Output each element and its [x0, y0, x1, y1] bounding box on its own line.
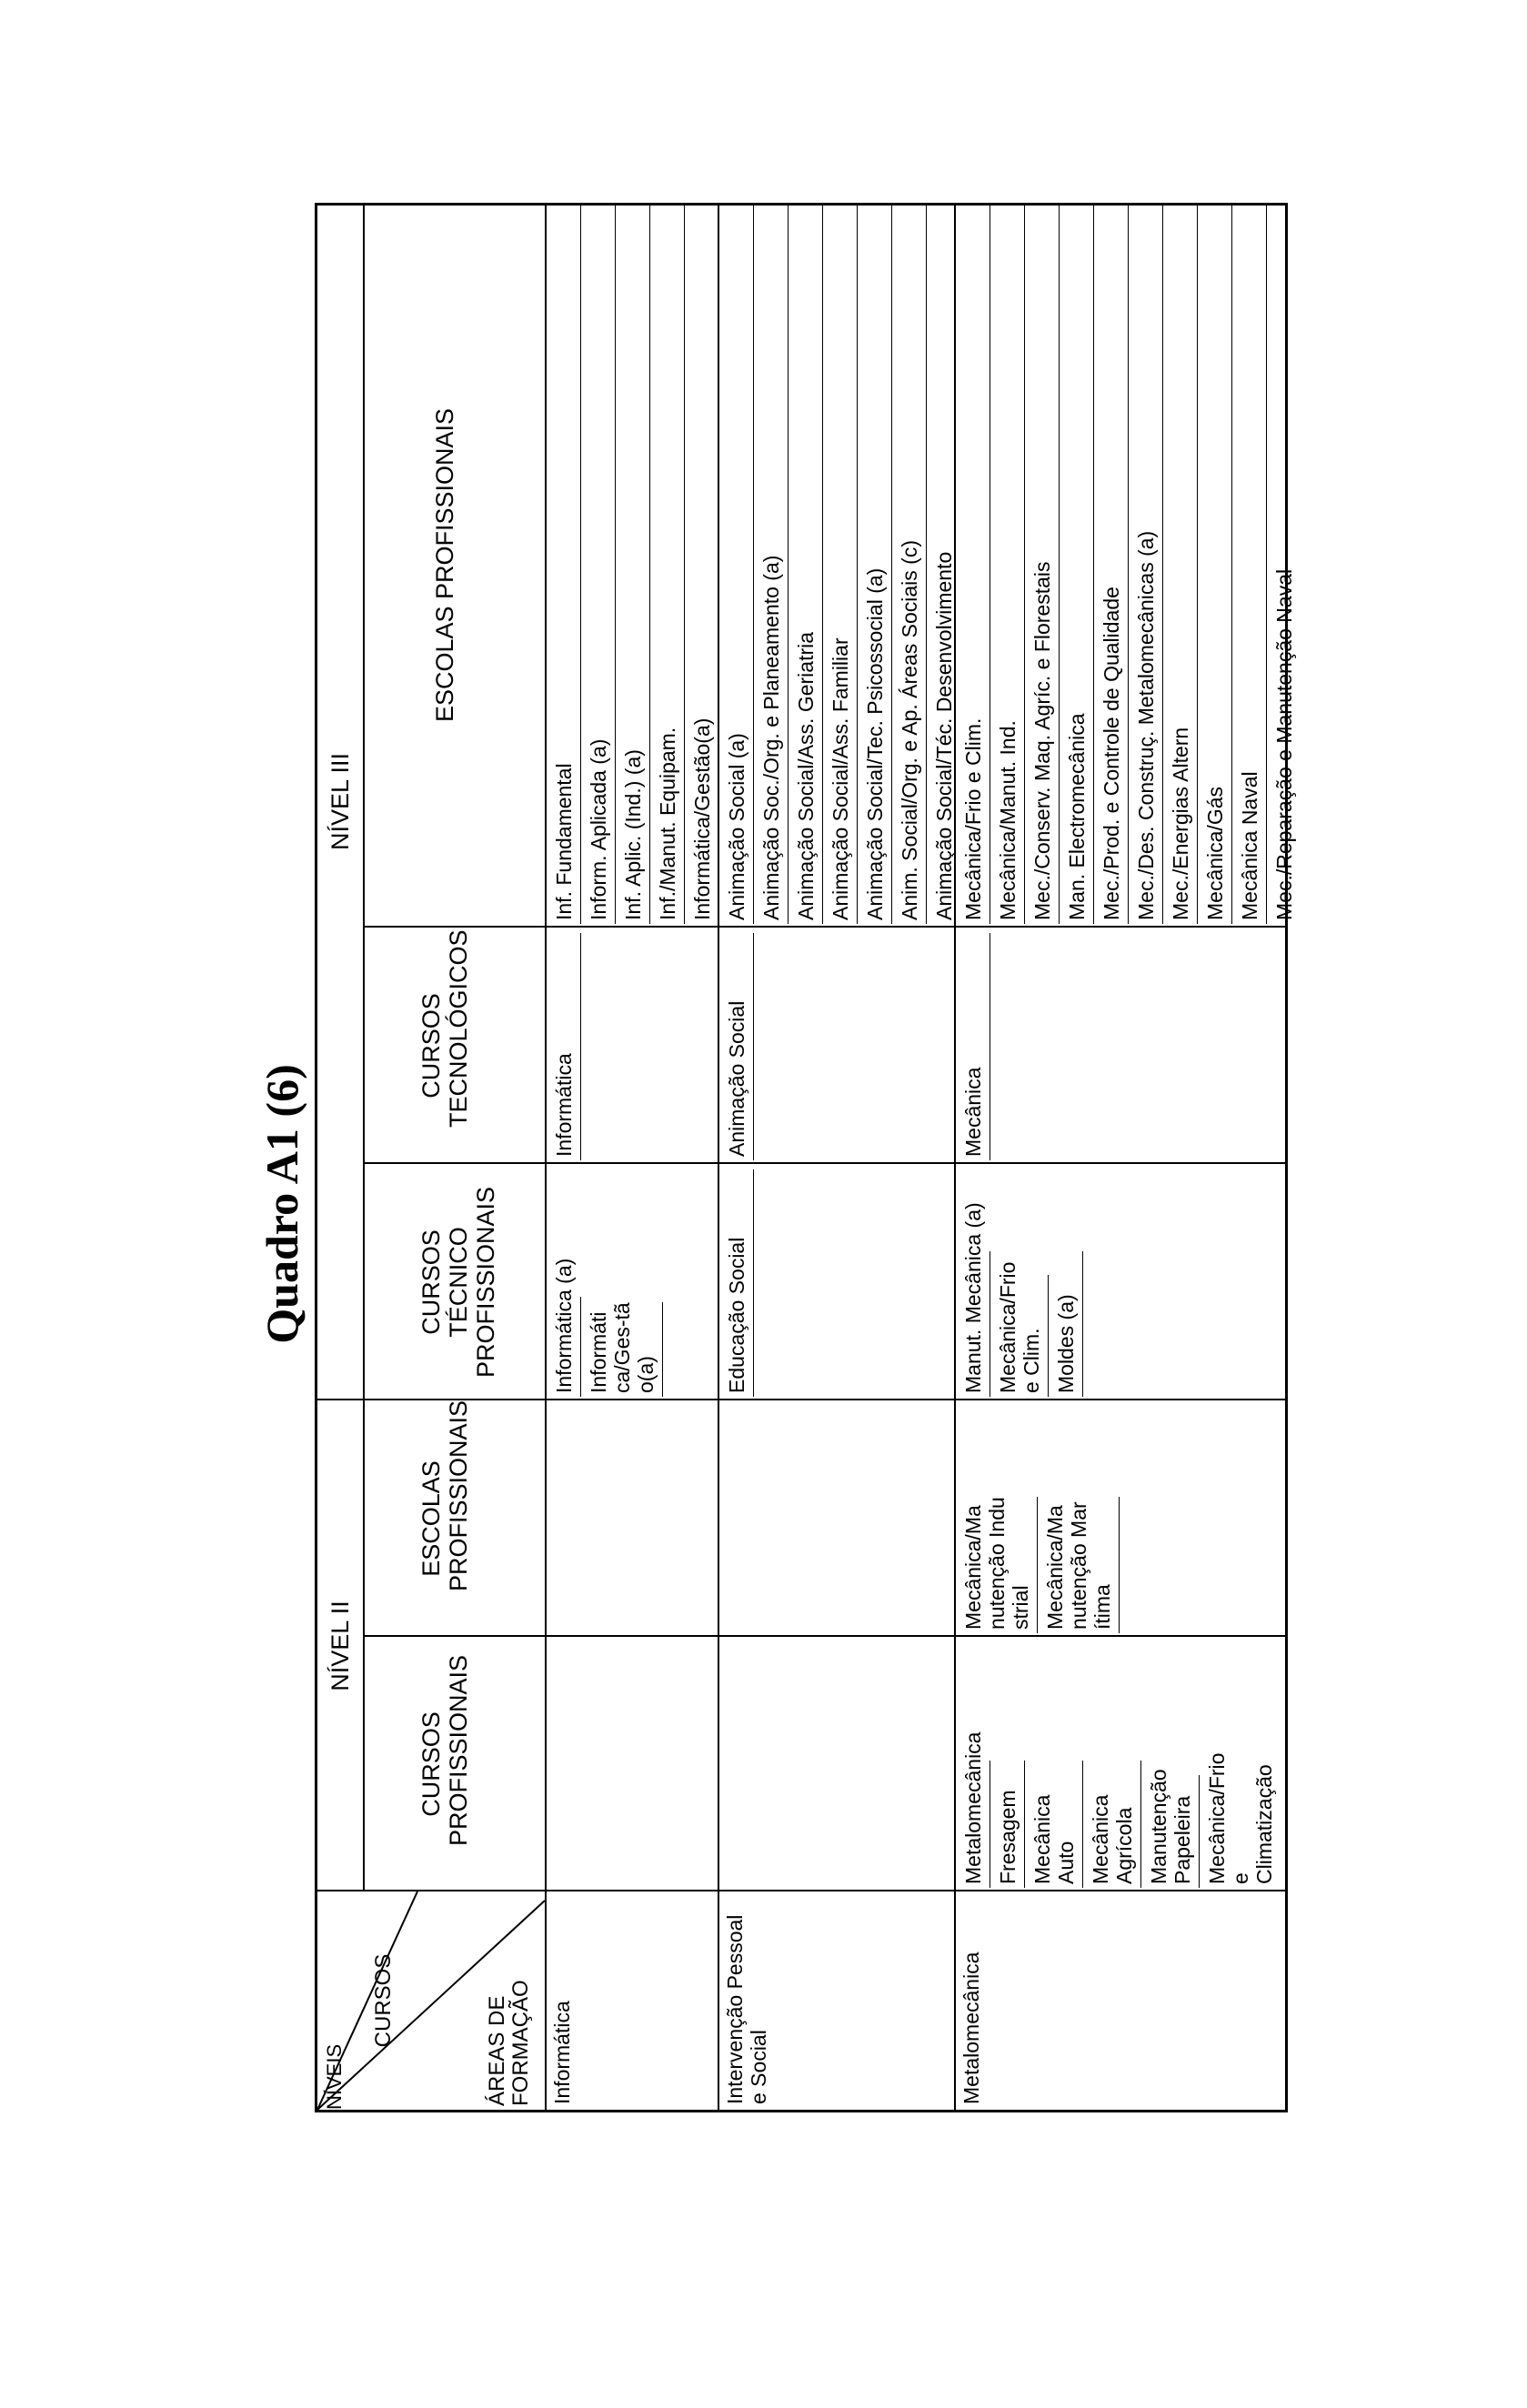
list-item: Animação Social/Tec. Psicossocial (a): [858, 206, 892, 924]
list-item: Inf. Aplic. (Ind.) (a): [616, 206, 650, 924]
area-label: Informática: [550, 2001, 574, 2104]
list-item: Mec./Reparação e Manutenção Naval: [1272, 568, 1296, 920]
area-label: Metalomecânica: [959, 1951, 983, 2104]
list-item: Mecânica/Frio e Clim.: [990, 1275, 1049, 1397]
list-item: Informática: [547, 933, 581, 1160]
list-item: Mecânica/Manutenção Marítima: [1038, 1497, 1120, 1633]
tecnico-list: [547, 1258, 663, 1397]
list-item: Inf. Fundamental: [547, 206, 581, 924]
list-item: Mecânica Agrícola: [1083, 1761, 1141, 1888]
list-item: Mecânica/Frio e Climatização: [1205, 1752, 1276, 1884]
tecnico-list: [956, 1202, 1083, 1397]
list-item: Mecânica/Frio e Clim.: [956, 206, 990, 924]
header-escolas-profissionais-3: ESCOLAS PROFISSIONAIS: [431, 407, 458, 723]
list-item: Moldes (a): [1049, 1251, 1083, 1397]
list-item: Educação Social: [719, 1169, 754, 1397]
col-line-4: [363, 1162, 1288, 1164]
list-item: Anim. Social/Org. e Ap. Áreas Sociais (c): [892, 206, 927, 924]
list-item: Fresagem: [990, 1761, 1025, 1888]
col-line-1: [317, 1890, 1288, 1891]
cursos-profissionais-list: [956, 1731, 1281, 1888]
list-item: Animação Social/Téc. Desenvolvimento: [932, 551, 956, 920]
list-item: Mecânica: [956, 933, 990, 1160]
page-title: Quadro A1 (6): [256, 1064, 307, 1344]
courses-table: [315, 203, 1296, 2112]
list-item: Inf./Manut. Equipam.: [650, 206, 685, 924]
list-item: Inform. Aplicada (a): [581, 206, 616, 924]
area-label: Intervenção Pessoal e Social: [723, 1914, 770, 2104]
header-cursos-profissionais: CURSOS PROFISSIONAIS: [417, 1654, 472, 1846]
list-item: Mec./Conserv. Maq. Agríc. e Florestais: [1025, 206, 1060, 924]
escolas-3-list: [719, 206, 960, 924]
header-escolas-profissionais-2: ESCOLAS PROFISSIONAIS: [417, 1400, 472, 1591]
header-niveis: NÍVEIS: [323, 2043, 346, 2110]
escolas-3-list: [547, 206, 718, 924]
header-nivel-3: NÍVEL III: [326, 752, 354, 851]
list-item: Animação Social: [719, 933, 754, 1160]
header-cursos-tecnico-profissionais: CURSOS TÉCNICO PROFISSIONAIS: [417, 1186, 499, 1379]
list-item: Mecânica Naval: [1232, 206, 1267, 924]
header-areas: ÁREAS DE FORMAÇÃO: [485, 1980, 533, 2106]
list-item: Animação Social/Ass. Familiar: [823, 206, 858, 924]
list-item: Manutenção Papeleira: [1141, 1775, 1200, 1888]
list-item: Informática (a): [547, 1297, 581, 1397]
header-nivel-2: NÍVEL II: [326, 1600, 354, 1691]
tecnologicos-list: [547, 933, 581, 1160]
level-line: [363, 203, 365, 1891]
col-line-2: [363, 1635, 1288, 1637]
list-item: Mec./Des. Construç. Metalomecânicas (a): [1129, 206, 1163, 924]
list-item: Mec./Prod. e Controle de Qualidade: [1094, 206, 1129, 924]
list-item: Mecânica/Manutenção Industrial: [956, 1497, 1038, 1633]
list-item: Mecânica/Manut. Ind.: [990, 206, 1025, 924]
list-item: Informática/Gestão(a): [690, 717, 714, 920]
list-item: Animação Social (a): [719, 206, 754, 924]
tecnico-list: [719, 1169, 754, 1397]
tecnologicos-list: [719, 933, 754, 1160]
escolas-3-list: [956, 206, 1301, 924]
list-item: Man. Electromecânica: [1060, 206, 1094, 924]
header-cursos: CURSOS: [371, 1953, 396, 2048]
escolas-2-list: [956, 1497, 1120, 1633]
list-item: Informática/Ges-tão(a): [581, 1302, 663, 1397]
list-item: Metalomecânica: [956, 1761, 990, 1888]
list-item: Animação Social/Ass. Geriatria: [789, 206, 823, 924]
list-item: Animação Soc./Org. e Planeamento (a): [754, 206, 789, 924]
col-line-5: [363, 926, 1288, 928]
tecnologicos-list: [956, 933, 990, 1160]
list-item: Manut. Mecânica (a): [956, 1251, 990, 1397]
list-item: Mecânica Auto: [1025, 1761, 1083, 1888]
list-item: Mecânica/Gás: [1198, 206, 1232, 924]
header-cursos-tecnologicos: CURSOS TECNOLÓGICOS: [417, 929, 472, 1128]
list-item: Mec./Energias Altern: [1163, 206, 1198, 924]
